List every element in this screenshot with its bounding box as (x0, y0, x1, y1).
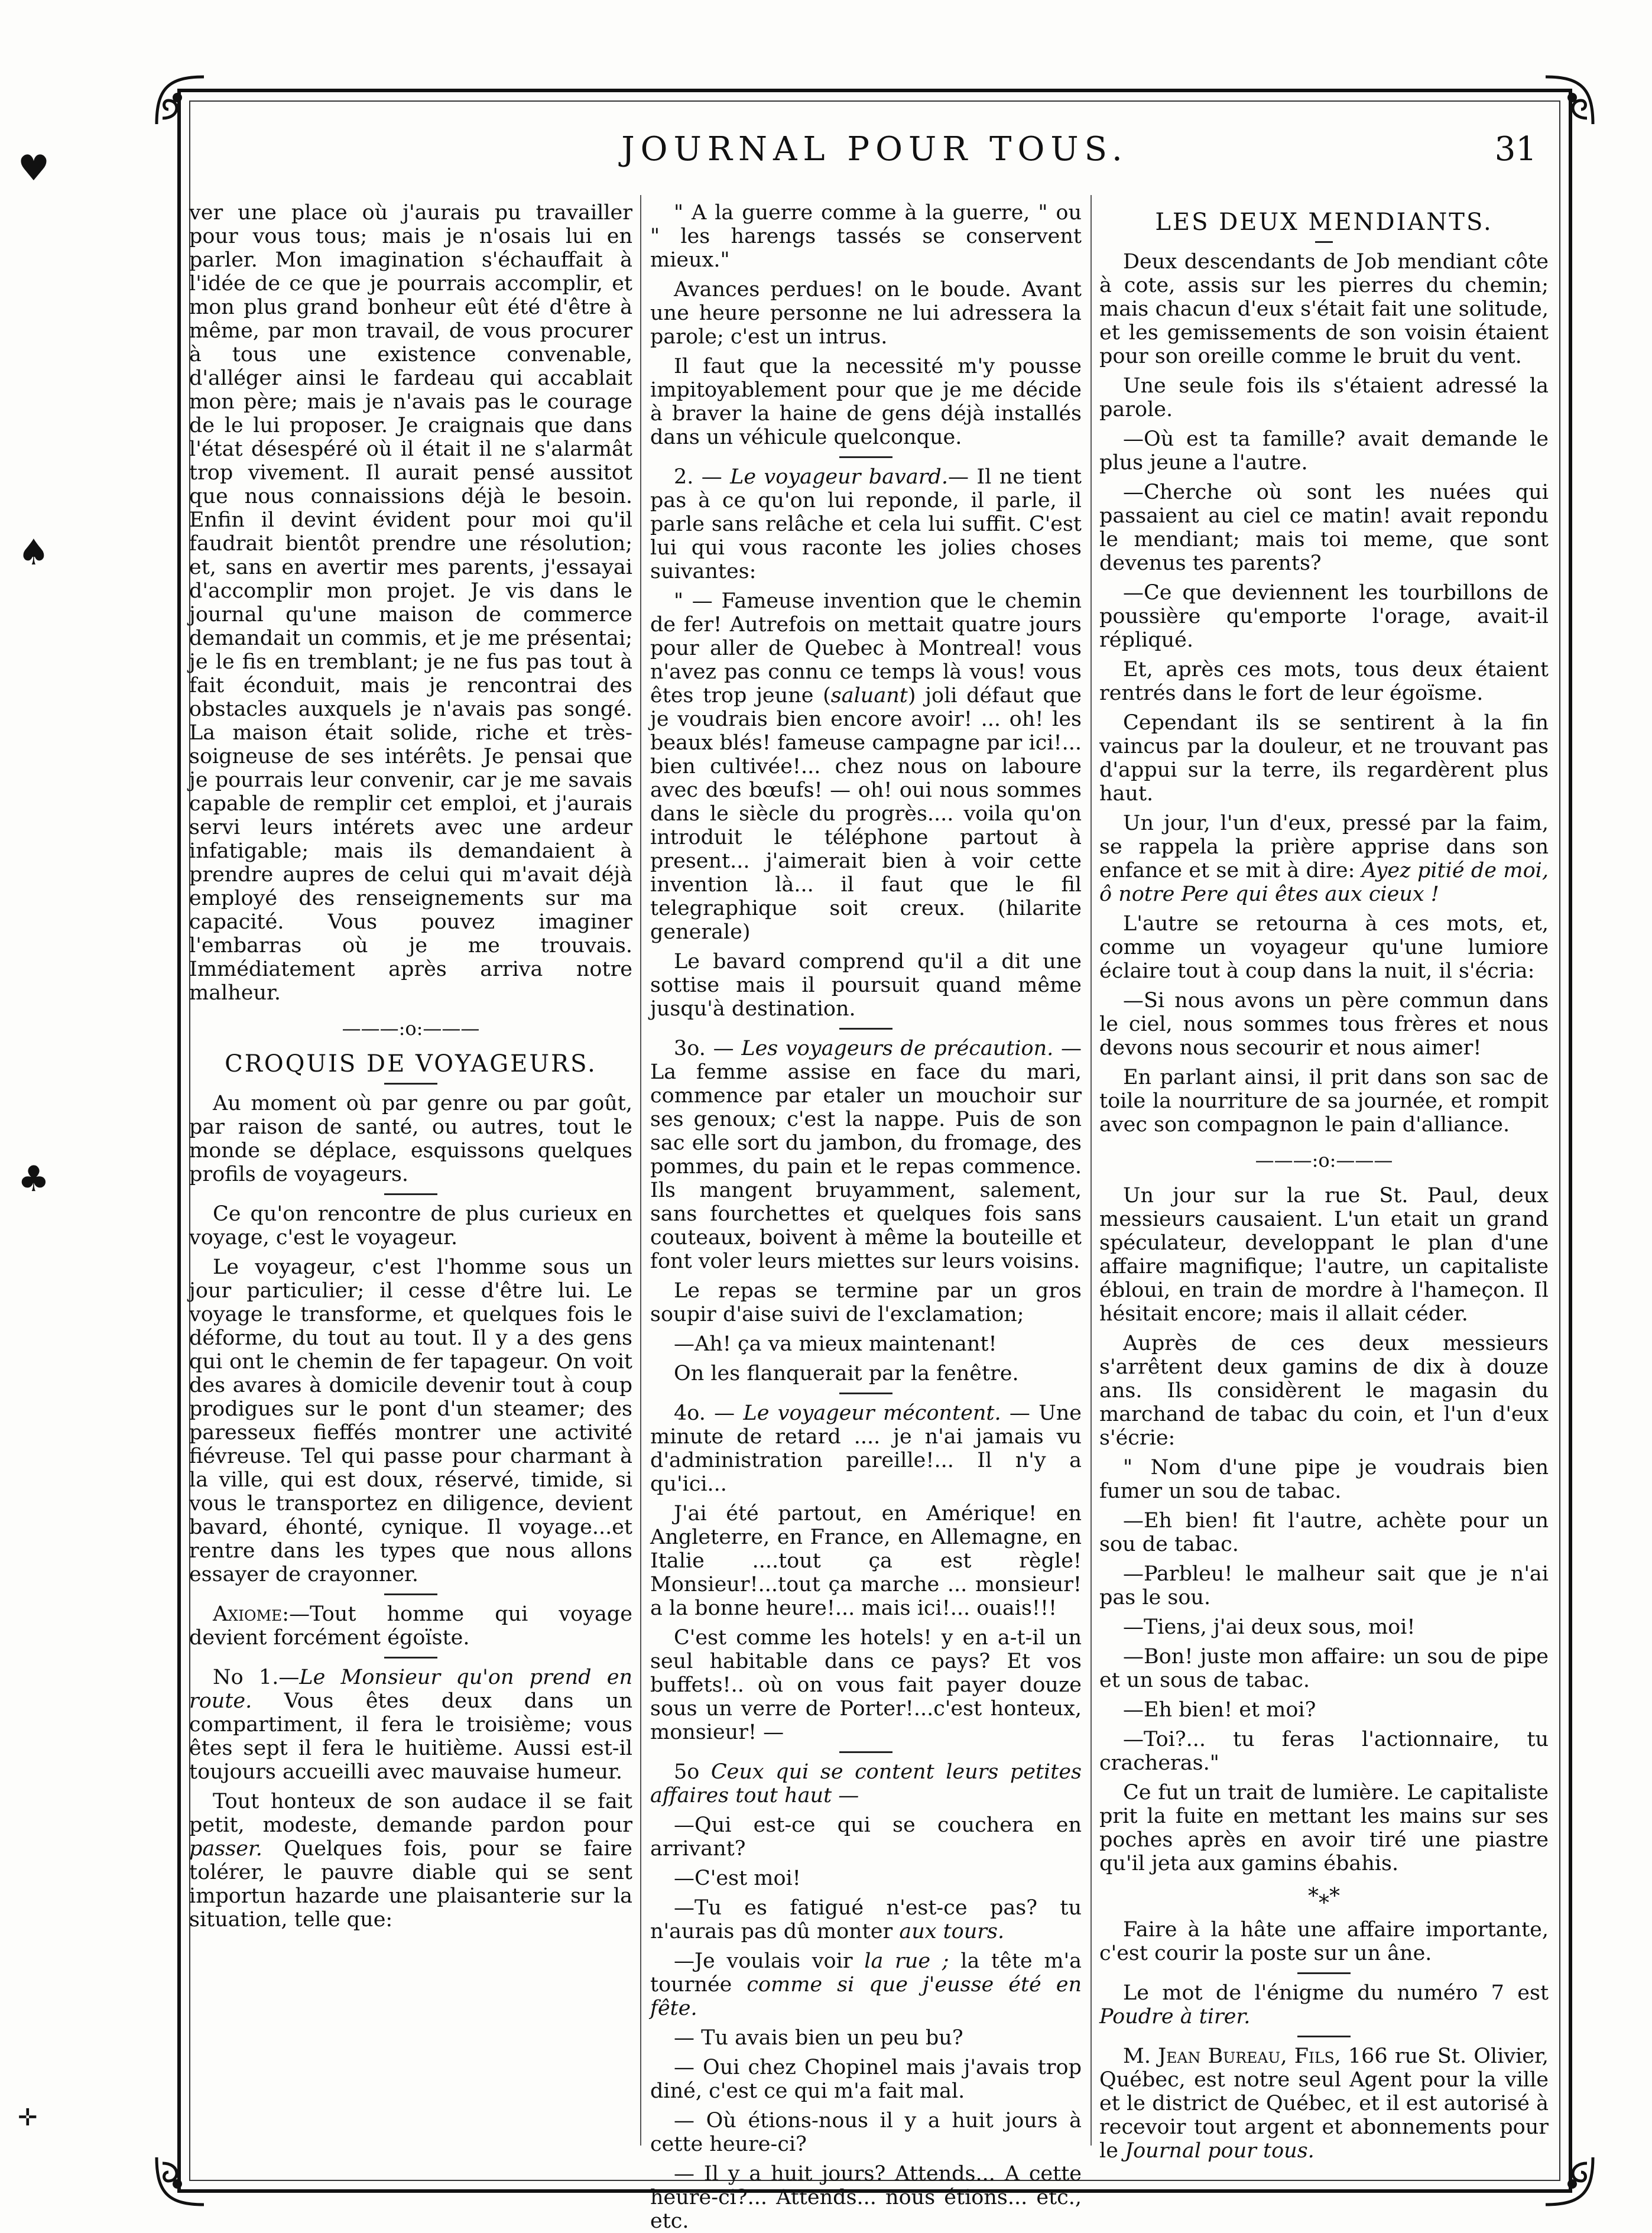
section-title-croquis: CROQUIS DE VOYAGEURS. (225, 1050, 597, 1077)
journal-title: JOURNAL POUR TOUS. (621, 130, 1128, 168)
dialogue-line: — Oui chez Chopinel mais j'avais trop diné, c'est ce qui m'a fait mal. (650, 2056, 1082, 2103)
axiom-paragraph (189, 1602, 632, 1650)
spade-mark-icon: ♠ (18, 532, 50, 573)
column-divider (640, 195, 641, 2146)
item-text: — La femme assise en face du mari, commence par etaler un mouchoir sur ses genoux; c'est la nappe. Puis de son sac elle sort du jambon, du fromage, des pommes, du pain et le repas commence. Ils mangent bruyamment, salement, sans fourchettes et quelques fois sans couteaux, boivent à même la bouteille et font voler leurs miettes sur leurs voisins. (650, 1037, 1082, 1273)
paragraph: Deux descendants de Job mendiant côte à cote, assis sur les pierres du chemin; mais chacun d'eux s'était fait une solitude, et les gemissements de son voisin étaient pour son oreille comme le bruit du vent. (1099, 250, 1549, 368)
paragraph: ver une place où j'aurais pu travailler pour vous tous; mais je n'osais lui en parler. Mon imagination s'échauffait à l'idée de ce que je pourrais accomplir, et mon plus grand bonheur eût été d'être à même, par mon travail, de vous procurer à tous une existence convenable, d'alléger ainsi le fardeau qui accablait mon père; mais je n'avais pas le courage de le lui proposer. Je craignais que dans l'état désespéré où il était il ne s'alarmât trop vivement. Il aurait pensé aussitot que nous connaissions déjà le besoin. Enfin il devint évident pour moi qu'il faudrait bientôt prendre une résolution; et, sans en avertir mes parents, j'essayai d'accomplir mon projet. Je vis dans le journal qu'une maison de commerce demandait un commis, et je me présentai; je le fis en tremblant; je ne fus pas tout à fait éconduit, mais je rencontrai des obstacles auxquels je n'avais pas songé. La maison était solide, riche et très-soigneuse de ses intérêts. Je pensai que je pourrais leur convenir, car je me savais capable de remplir cet emploi, et j'aurais servi leurs intérets avec une ardeur infatigable; mais ils demandaient à prendre aupres de celui qui m'avait déjà employé des renseignements sur ma capacité. Vous pouvez imaginer l'embarras où je me trouvais. Immédiatement après arriva notre malheur. (189, 201, 632, 1005)
italic-span: Journal pour tous. (1125, 2139, 1315, 2163)
italic-span: Ayez pitié de moi, ô notre Pere qui êtes aux cieux ! (1099, 859, 1549, 906)
item-number: 4o. — (674, 1401, 744, 1425)
traveler-1-paragraph (189, 1666, 632, 1784)
item-title: Le voyageur bavard. (730, 465, 948, 489)
item-text: — Une minute de retard .... je n'ai jamais vu d'administration pareille!... Il n'y a qu'ici... (650, 1401, 1082, 1496)
paragraph: Cependant ils se sentirent à la fin vaincus par la douleur, et ne trouvant pas d'appui sur la terre, ils regardèrent plus haut. (1099, 711, 1549, 806)
traveler-3-paragraph (650, 1037, 1082, 1273)
item-number: 5o (674, 1760, 711, 1784)
text-span: —Je voulais voir (674, 1949, 865, 1973)
text-span: M. (1123, 2044, 1158, 2068)
paragraph: " A la guerre comme à la guerre, " ou " les harengs tassés se conservent mieux." (650, 201, 1082, 272)
paragraph (650, 589, 1082, 944)
paragraph: J'ai été partout, en Amérique! en Angleterre, en France, en Allemagne, en Italie ....tout ça est règle! Monsieur!...tout ça marche ... monsieur! a la bonne heure!... mais ici!... ouais!!! (650, 1502, 1082, 1620)
club-mark-icon: ♣ (18, 1158, 50, 1200)
paragraph: Une seule fois ils s'étaient adressé la parole. (1099, 374, 1549, 421)
column-divider (1090, 195, 1092, 2146)
item-title: Les voyageurs de précaution. (741, 1037, 1054, 1060)
traveler-4-paragraph (650, 1401, 1082, 1496)
paragraph: —Eh bien! fit l'autre, achète pour un sou de tabac. (1099, 1509, 1549, 1556)
short-rule (839, 1393, 892, 1394)
page-header (195, 106, 1554, 195)
column-3 (1093, 201, 1549, 2163)
text-span: —Tu es fatigué n'est-ce pas? tu n'aurais pas dû monter (650, 1896, 1082, 1943)
italic-span: passer. (189, 1837, 262, 1861)
item-number: No 1.— (213, 1666, 300, 1689)
paragraph: —Toi?... tu feras l'actionnaire, tu cracheras." (1099, 1728, 1549, 1775)
paragraph: Ce qu'on rencontre de plus curieux en voyage, c'est le voyageur. (189, 1202, 632, 1249)
text-span: ) joli défaut que je voudrais bien encore avoir! ... oh! les beaux blés! fameuse campagne par ici!... bien cultivée!... chez nous on laboure avec des bœufs! — oh! oui nous sommes dans le siècle du progrès.... voila qu'on introduit le téléphone partout à present... j'aimerait bien à voir cette invention là... il faut que le fil telegraphique soit creux. (hilarite generale) (650, 684, 1082, 944)
column-1 (189, 201, 638, 2128)
paragraph (1099, 812, 1549, 906)
paragraph: —Ah! ça va mieux maintenant! (674, 1332, 997, 1356)
ornamental-separator: ———:o:——— (342, 1017, 480, 1040)
paragraph: —Où est ta famille? avait demande le plus jeune a l'autre. (1099, 427, 1549, 475)
item-title: Ceux qui se content leurs petites affaires tout haut — (650, 1760, 1082, 1807)
paragraph: Et, après ces mots, tous deux étaient rentrés dans le fort de leur égoïsme. (1099, 658, 1549, 705)
dialogue-line: —Qui est-ce qui se couchera en arrivant? (650, 1813, 1082, 1861)
italic-span: saluant (830, 684, 908, 707)
italic-span: aux tours. (899, 1920, 1005, 1943)
short-rule (839, 456, 892, 458)
agent-name: Jean Bureau, Fils, (1158, 2044, 1341, 2068)
dialogue-line: —C'est moi! (674, 1867, 801, 1890)
italic-span: comme si que j'eusse été en fête. (650, 1973, 1082, 2020)
text-span: " — Fameuse invention que le chemin de fer! Autrefois on mettait quatre jours pour aller de Quebec à Montreal! vous n'avez pas connu ce temps là vous! vous êtes trop jeune ( (650, 589, 1082, 707)
text-span: la tête m'a tournée (650, 1949, 1082, 1997)
paragraph: Le repas se termine par un gros soupir d'aise suivi de l'exclamation; (650, 1279, 1082, 1326)
paragraph: —Ce que deviennent les tourbillons de poussière qu'emporte l'orage, avait-il répliqué. (1099, 581, 1549, 652)
axiom-label: Axiome: (213, 1602, 290, 1626)
item-number: 3o. — (674, 1037, 742, 1060)
paragraph: Un jour sur la rue St. Paul, deux messieurs causaient. L'un etait un grand spéculateur, developpant le plan d'une affaire magnifique; l'autre, un capitaliste ébloui, en train de mordre à l'hameçon. Il hésitait encore; mais il allait céder. (1099, 1184, 1549, 1326)
agent-notice (1099, 2044, 1549, 2163)
paragraph: Auprès de ces deux messieurs s'arrêtent deux gamins de dix à douze ans. Ils considèrent le magasin du marchand de tabac du coin, et l'un d'eux s'écrie: (1099, 1332, 1549, 1450)
paragraph (189, 1790, 632, 1932)
asterism-separator: *⁎* (1308, 1884, 1340, 1909)
item-title: Le Monsieur qu'on prend en route. (189, 1666, 633, 1713)
short-rule (839, 1751, 892, 1753)
italic-span: la rue ; (864, 1949, 949, 1973)
paragraph: Avances perdues! on le boude. Avant une heure personne ne lui adressera la parole; c'est un intrus. (650, 278, 1082, 349)
italic-span: Poudre à tirer. (1099, 2005, 1251, 2028)
text-span: Un jour, l'un d'eux, pressé par la faim, se rappela la prière apprise dans son enfance et se mit à dire: (1099, 812, 1549, 882)
paragraph: —Bon! juste mon affaire: un sou de pipe et un sous de tabac. (1099, 1645, 1549, 1692)
item-text: Vous êtes deux dans un compartiment, il fera le troisième; vous êtes sept il fera le huitième. Aussi est-il toujours accueilli avec mauvaise humeur. (189, 1689, 632, 1784)
short-rule (384, 1193, 437, 1195)
axiom-text: —Tout homme qui voyage devient forcément égoïste. (189, 1602, 632, 1650)
dialogue-line: — Tu avais bien un peu bu? (674, 2026, 963, 2050)
paragraph: Faire à la hâte une affaire importante, c'est courir la poste sur un âne. (1099, 1918, 1549, 1965)
dialogue-line: — Où étions-nous il y a huit jours à cette heure-ci? (650, 2109, 1082, 2156)
paragraph: —Tiens, j'ai deux sous, moi! (1123, 1615, 1416, 1639)
paragraph: L'autre se retourna à ces mots, et, comme un voyageur qu'une lumiore éclaire tout à coup dans la nuit, il s'écria: (1099, 912, 1549, 983)
section-title-mendiants: LES DEUX MENDIANTS. (1155, 209, 1493, 236)
item-number: 2. — (674, 465, 731, 489)
short-rule (1297, 1972, 1351, 1974)
traveler-5-paragraph (650, 1760, 1082, 1807)
paragraph: Le voyageur, c'est l'homme sous un jour particulier; il cesse d'être lui. Le voyage le transforme, et quelques fois le déforme, du tout au tout. Il y a des gens qui ont le chemin de fer tapageur. On voit des avares à domicile devenir tout à coup prodigues sur le pont d'un steamer; des paresseux fieffés montrer une activité fiévreuse. Tel qui passe pour charmant à la ville, qui est doux, réservé, timide, si vous le transportez en diligence, devient bavard, éhonté, cynique. Il voyage...et rentre dans les types que nous allons essayer de crayonner. (189, 1255, 632, 1586)
text-span: Tout honteux de son audace il se fait petit, modeste, demande pardon pour (189, 1790, 632, 1837)
column-2 (644, 201, 1088, 2233)
enigma-answer (1099, 1981, 1549, 2028)
paragraph: Ce fut un trait de lumière. Le capitaliste prit la fuite en mettant les mains sur ses poches après en avoir tiré une piastre qu'il jeta aux gamins ébahis. (1099, 1781, 1549, 1875)
paragraph: En parlant ainsi, il prit dans son sac de toile la nourriture de sa journée, et rompit avec son compagnon le pain d'alliance. (1099, 1066, 1549, 1137)
paragraph: Au moment où par genre ou par goût, par raison de santé, ou autres, tout le monde se déplace, esquissons quelques profils de voyageurs. (189, 1092, 632, 1186)
text-span: Quelques fois, pour se faire tolérer, le pauvre diable qui se sent importun hazarde une plaisanterie sur la situation, telle que: (189, 1837, 632, 1932)
dialogue-line (650, 1896, 1082, 1943)
short-rule (384, 1593, 437, 1595)
page-number: 31 (1494, 130, 1537, 168)
paragraph: —Si nous avons un père commun dans le ciel, nous sommes tous frères et nous devons nous secourir et nous aimer! (1099, 989, 1549, 1060)
short-rule (1315, 241, 1333, 243)
dialogue-line: — Il y a huit jours? Attends... A cette heure-ci?... Attends... nous étions... etc., etc. (650, 2162, 1082, 2233)
traveler-2-paragraph (650, 465, 1082, 583)
paragraph: C'est comme les hotels! y en a-t-il un seul habitable dans ce pays? Et vos buffets!.. où on vous fait payer douze sous un verre de Porter!...c'est honteux, monsieur! — (650, 1626, 1082, 1744)
short-rule (1297, 2036, 1351, 2037)
paragraph: —Eh bien! et moi? (1123, 1698, 1316, 1722)
text-span: 166 rue St. Olivier, Québec, est notre seul Agent pour la ville et le district de Québec, et il est autorisé à recevoir tout argent et abonnements pour le (1099, 2044, 1549, 2163)
dialogue-line (650, 1949, 1082, 2020)
short-rule (384, 1657, 437, 1658)
cross-mark-icon: ✛ (18, 2104, 38, 2131)
short-rule (839, 1028, 892, 1030)
paragraph: " Nom d'une pipe je voudrais bien fumer un sou de tabac. (1099, 1456, 1549, 1503)
paragraph: Le bavard comprend qu'il a dit une sottise mais il poursuit quand même jusqu'à destination. (650, 950, 1082, 1021)
text-span: Le mot de l'énigme du numéro 7 est (1123, 1981, 1549, 2005)
corner-ornament-bottom-left-icon (145, 2146, 216, 2216)
paragraph: On les flanquerait par la fenêtre. (674, 1362, 1019, 1385)
item-text: — Il ne tient pas à ce qu'on lui reponde, il parle, il parle sans relâche et cela lui suffit. C'est lui qui vous raconte les jolies choses suivantes: (650, 465, 1082, 583)
ornamental-separator: ———:o:——— (1255, 1149, 1393, 1171)
paragraph: —Cherche où sont les nuées qui passaient au ciel ce matin! avait repondu le mendiant; mais toi meme, que sont devenus tes parents? (1099, 481, 1549, 575)
paragraph: —Parbleu! le malheur sait que je n'ai pas le sou. (1099, 1562, 1549, 1609)
paragraph: Il faut que la necessité m'y pousse impitoyablement pour que je me décide à braver la haine de gens déjà installés dans un véhicule quelconque. (650, 355, 1082, 449)
item-title: Le voyageur mécontent. (743, 1401, 1001, 1425)
heart-mark-icon: ♥ (18, 148, 50, 189)
short-rule (384, 1083, 437, 1085)
